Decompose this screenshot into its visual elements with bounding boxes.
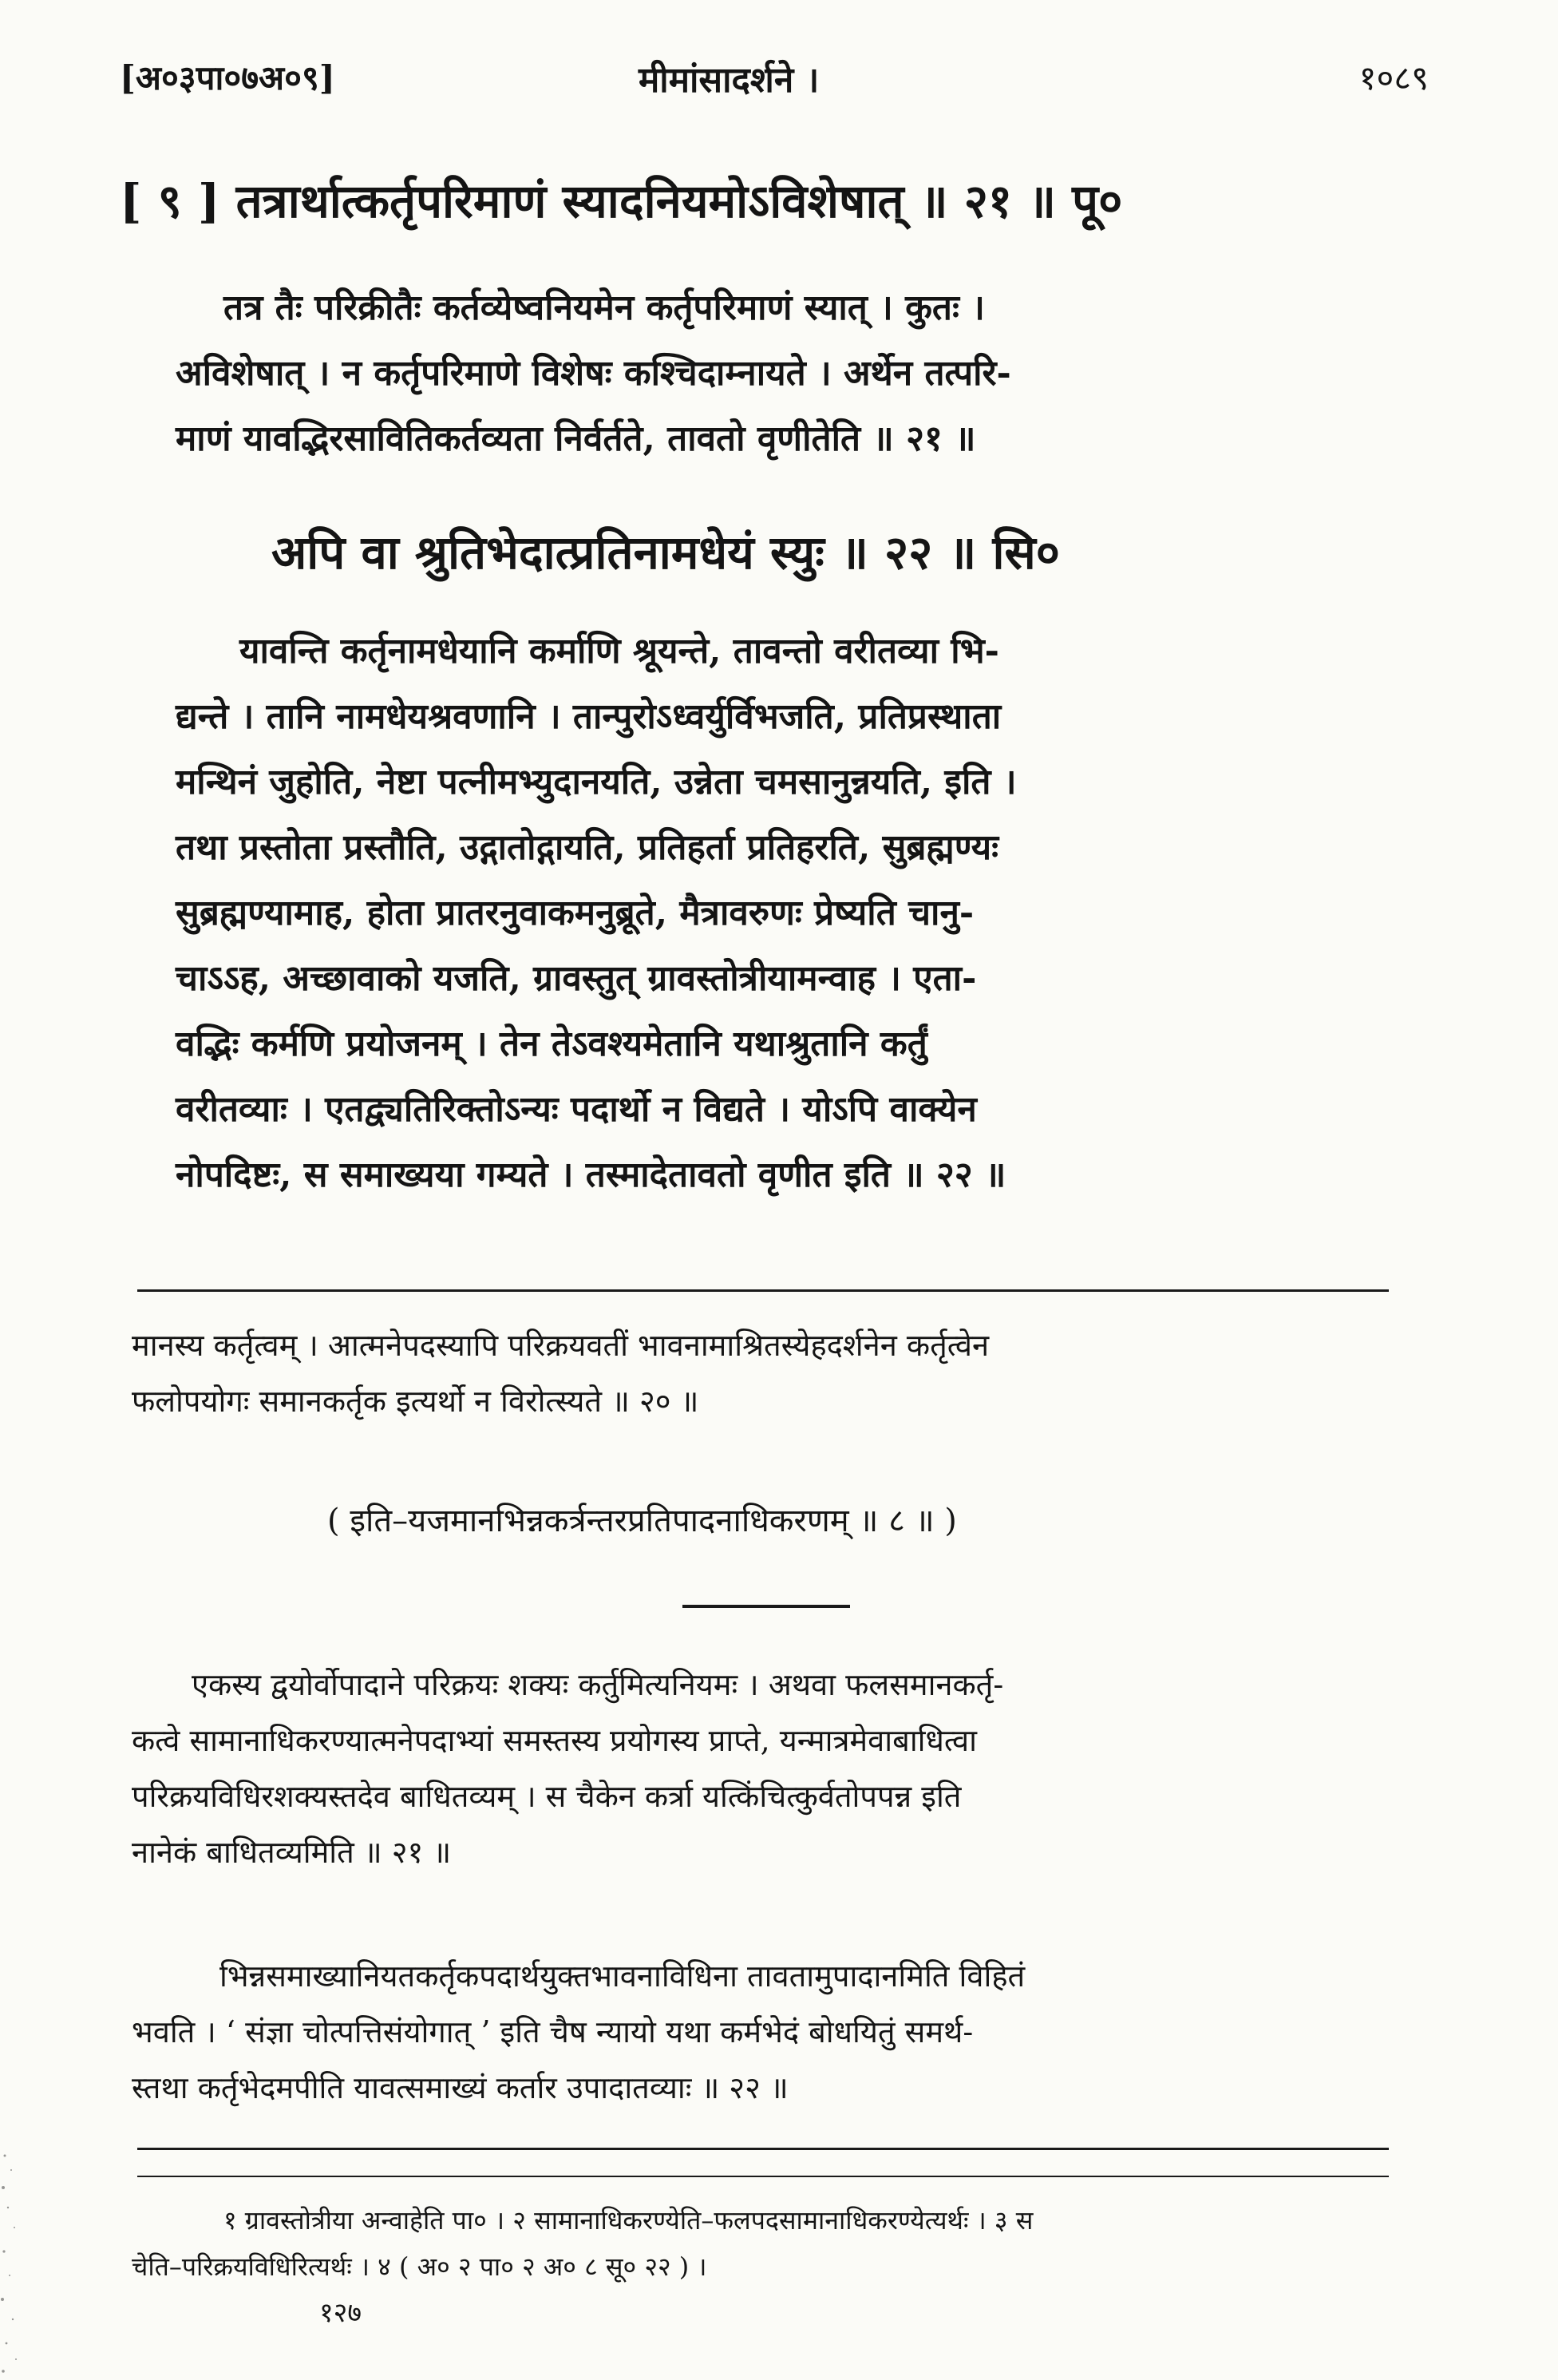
- text-line: मानस्य कर्तृत्वम् । आत्मनेपदस्यापि परिक्रयवतीं भावनामाश्रितस्येहदर्शनेन कर्तृत्वेन: [132, 1328, 990, 1363]
- text-line: कत्वे सामानाधिकरण्यात्मनेपदाभ्यां समस्तस्य प्रयोगस्य प्राप्ते, यन्मात्रमेवाबाधित्वा: [132, 1723, 977, 1758]
- running-title: मीमांसादर्शने ।: [639, 60, 820, 101]
- commentary-22: [176, 619, 1017, 1208]
- text-line: भिन्नसमाख्यानियतकर्तृकपदार्थयुक्तभावनाविधिना तावतामुपादानमिति विहितं: [219, 1958, 1026, 1994]
- sutra-21: [ ९ ] तत्रार्थात्कर्तृपरिमाणं स्यादनियमोऽविशेषात् ॥ २१ ॥ पू०: [120, 174, 1123, 228]
- text-line: अविशेषात् । न कर्तृपरिमाणे विशेषः कश्चिदाम्नायते । अर्थेन तत्परि-: [176, 353, 1011, 394]
- text-line: भवति । ‘ संज्ञा चोत्पत्तिसंयोगात् ’ इति चैष न्यायो यथा कर्मभेदं बोधयितुं समर्थ-: [132, 2014, 974, 2049]
- note-21: [132, 1657, 1003, 1880]
- note-22: [132, 1948, 1025, 2116]
- divider-rule: [137, 1289, 1389, 1292]
- text-line: एकस्य द्वयोर्वोपादाने परिक्रयः शक्यः कर्तुमित्यनियमः । अथवा फलसमानकर्तृ-: [192, 1667, 1004, 1702]
- text-line: तत्र तैः परिक्रीतैः कर्तव्येष्वनियमेन कर्तृपरिमाणं स्यात् । कुतः ।: [223, 287, 985, 328]
- signature-mark: १२७: [319, 2297, 362, 2329]
- text-line: मन्थिनं जुहोति, नेष्टा पत्नीमभ्युदानयति, उन्नेता चमसानुन्नयति, इति ।: [176, 762, 1017, 802]
- page-number: १०८९: [1358, 58, 1429, 97]
- text-line: स्तथा कर्तृभेदमपीति यावत्समाख्यं कर्तार उपादातव्याः ॥ २२ ॥: [132, 2070, 789, 2105]
- commentary-21: [176, 275, 1011, 472]
- scan-edge-noise: [0, 2140, 32, 2379]
- footnote-rule: [137, 2176, 1389, 2177]
- text-line: द्यन्ते । तानि नामधेयश्रवणानि । तान्पुरोऽध्वर्युर्विभजति, प्रतिप्रस्थाता: [176, 696, 1002, 737]
- adhikarana-colophon: ( इति–यजमानभिन्नकर्त्रन्तरप्रतिपादनाधिकरणम् ॥ ८ ॥ ): [327, 1503, 957, 1539]
- text-line: वरीतव्याः । एतद्व्यतिरिक्तोऽन्यः पदार्थो न विद्यते । योऽपि वाक्येन: [176, 1089, 977, 1130]
- sutra-22: अपि वा श्रुतिभेदात्प्रतिनामधेयं स्युः ॥ २२ ॥ सि०: [271, 525, 1060, 580]
- section-reference: [अ०३पा०७अ०९]: [120, 58, 335, 97]
- text-line: तथा प्रस्तोता प्रस्तौति, उद्गातोद्गायति, प्रतिहर्ता प्रतिहरति, सुब्रह्मण्यः: [176, 827, 999, 868]
- section-separator: [682, 1605, 850, 1608]
- footnote-line: चेति–परिक्रयविधिरित्यर्थः । ४ ( अ० २ पा० २ अ० ८ सू० २२ ) ।: [132, 2251, 707, 2282]
- divider-rule: [137, 2148, 1389, 2150]
- text-line: चाऽऽह, अच्छावाको यजति, ग्रावस्तुत् ग्रावस्तोत्रीयामन्वाह । एता-: [176, 958, 977, 999]
- text-line: नानेकं बाधितव्यमिति ॥ २१ ॥: [132, 1835, 452, 1870]
- text-line: नोपदिष्टः, स समाख्यया गम्यते । तस्मादेतावतो वृणीत इति ॥ २२ ॥: [176, 1154, 1006, 1195]
- text-line: यावन्ति कर्तृनामधेयानि कर्माणि श्रूयन्ते, तावन्तो वरीतव्या भि-: [239, 631, 999, 671]
- text-line: वद्भिः कर्मणि प्रयोजनम् । तेन तेऽवश्यमेतानि यथाश्रुतानि कर्तुं: [176, 1024, 927, 1064]
- running-header: [120, 54, 1429, 110]
- footnote-line: १ ग्रावस्तोत्रीया अन्वाहेति पा० । २ सामानाधिकरण्येति–फलपदसामानाधिकरण्येत्यर्थः । ३ स: [223, 2205, 1034, 2235]
- text-line: परिक्रयविधिरशक्यस्तदेव बाधितव्यम् । स चैकेन कर्त्रा यत्किंचित्कुर्वतोपपन्न इति: [132, 1779, 962, 1814]
- text-line: फलोपयोगः समानकर्तृक इत्यर्थो न विरोत्स्यते ॥ २० ॥: [132, 1384, 699, 1419]
- text-line: सुब्रह्मण्यामाह, होता प्रातरनुवाकमनुब्रूते, मैत्रावरुणः प्रेष्यति चानु-: [176, 893, 975, 933]
- text-line: माणं यावद्भिरसावितिकर्तव्यता निर्वर्तते, तावतो वृणीतेति ॥ २१ ॥: [176, 418, 976, 459]
- note-20: [132, 1317, 989, 1429]
